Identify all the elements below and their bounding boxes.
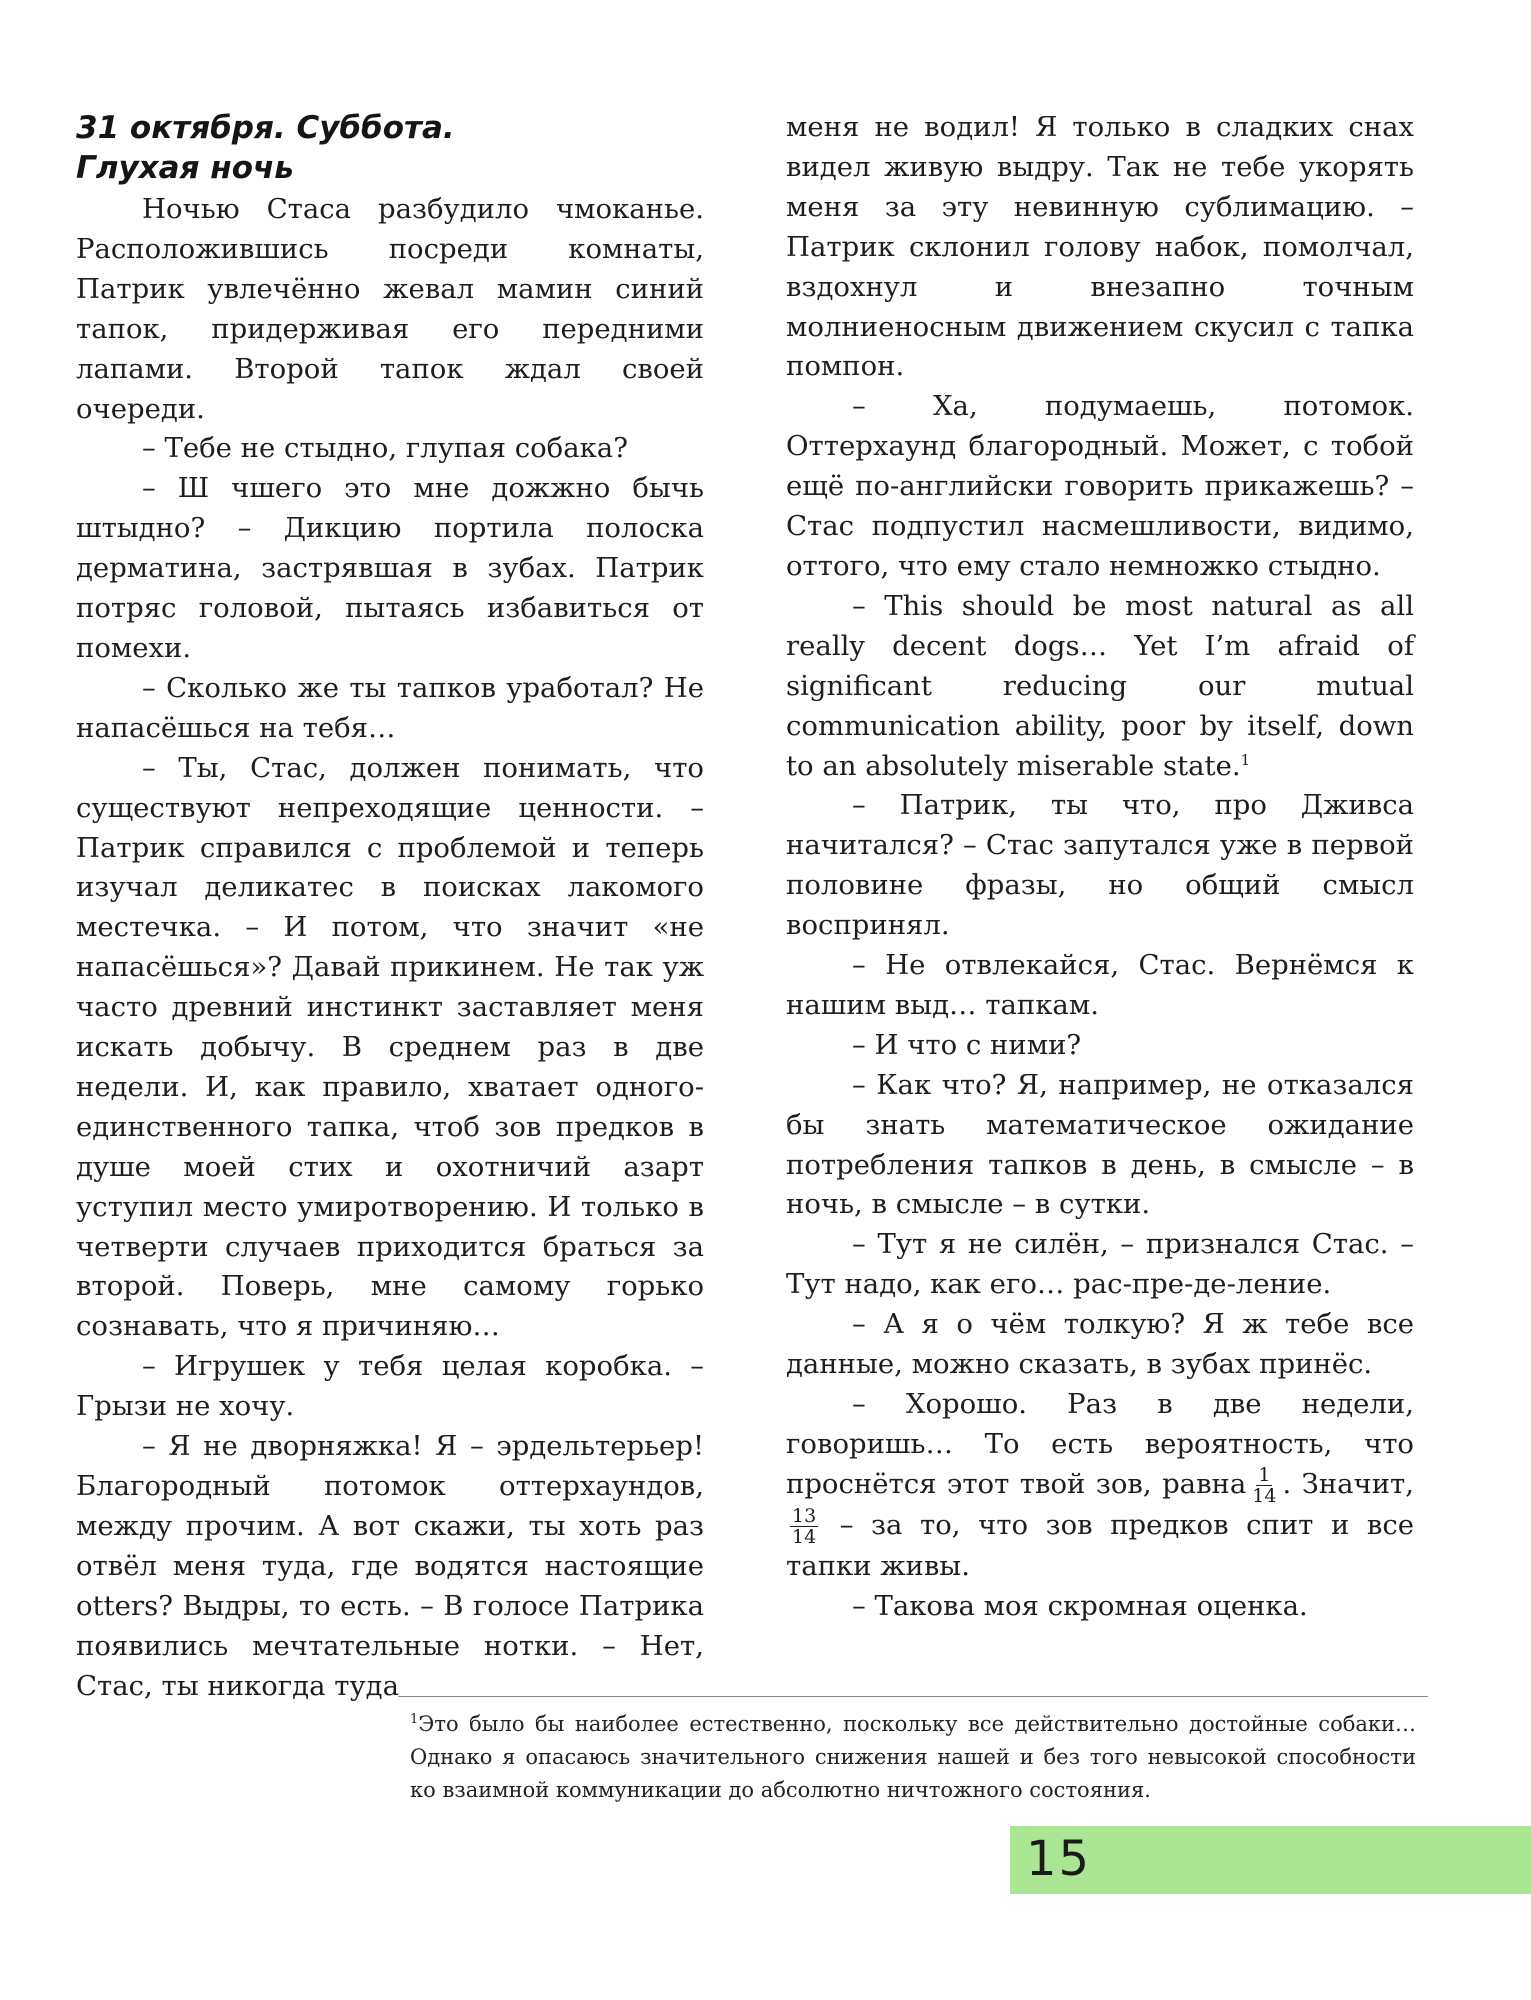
heading-subtitle: Глухая ночь: [76, 150, 294, 186]
footnote-reference: 1: [1240, 750, 1251, 769]
left-column: [76, 108, 704, 1706]
fraction-denominator: 14: [792, 1525, 817, 1548]
footnote-mark: 1: [410, 1712, 419, 1727]
page-number: 15: [1026, 1831, 1092, 1887]
footnote-text: Это было бы наиболее естественно, поскольку все действительно достойные собаки… Однако я опасаюсь значительного снижения нашей и без того невысокой способности ко взаимной коммуникации до абсолютно ничтожного состояния.: [410, 1712, 1416, 1802]
english-text: – This should be most natural as all really decent dogs… Yet I’m afraid of significant reducing our mutual communication ability, poor by itself, down to an absolutely miserable state.: [786, 589, 1414, 782]
fraction-numerator: 13: [792, 1504, 817, 1527]
paragraph: – И что с ними?: [852, 1028, 1082, 1061]
chapter-heading: [76, 108, 704, 188]
paragraph: – А я о чём толкую? Я ж тебе все данные, можно сказать, в зубах принёс.: [786, 1308, 1414, 1381]
paragraph: – Ты, Стас, должен понимать, что существуют непреходящие ценности. – Патрик справился с проблемой и теперь изучал деликатес в поисках лакомого местечка. – И потом, что значит «не напасёшься»? Давай прикинем. Не так уж часто древний инстинкт заставляет меня искать добычу. В среднем раз в две недели. И, как правило, хватает одного-единственного тапка, чтоб зов предков в душе моей стих и охотничий азарт уступил место умиротворению. И только в четверти случаев приходится браться за второй. Поверь, мне самому горько сознавать, что я причиняю…: [76, 751, 704, 1343]
paragraph: – Тут я не силён, – признался Стас. – Тут надо, как его… рас-пре-де-ление.: [786, 1228, 1414, 1301]
paragraph-english: [786, 587, 1414, 787]
paragraph: – Патрик, ты что, про Дживса начитался? – Стас запутался уже в первой половине фразы, но общий смысл воспринял.: [786, 789, 1414, 942]
right-column: [786, 108, 1414, 1627]
paragraph: Ночью Стаса разбудило чмоканье. Расположившись посреди комнаты, Патрик увлечённо жевал мамин синий тапок, придерживая его передними лапами. Второй тапок ждал своей очереди.: [76, 193, 704, 425]
paragraph: – Ха, подумаешь, потомок. Оттерхаунд благородный. Может, с тобой ещё по-английски говорить прикажешь? – Стас подпустил насмешливости, видимо, оттого, что ему стало немножко стыдно.: [786, 390, 1414, 582]
paragraph-probability: [786, 1385, 1414, 1587]
paragraph: – Ш чшего это мне дожжно бычь штыдно? – Дикцию портила полоска дерматина, застрявшая в зубах. Патрик потряс головой, пытаясь избавиться от помехи.: [76, 472, 704, 664]
paragraph: – Тебе не стыдно, глупая собака?: [142, 432, 628, 465]
fraction-denominator: 14: [1252, 1484, 1277, 1507]
paragraph: – Игрушек у тебя целая коробка. – Грызи не хочу.: [76, 1350, 704, 1423]
probability-text-middle: . Значит,: [1282, 1467, 1414, 1500]
paragraph: – Не отвлекайся, Стас. Вернёмся к нашим выд… тапкам.: [786, 949, 1414, 1021]
paragraph-continuation: меня не водил! Я только в сладких снах видел живую выдру. Так не тебе укорять меня за эту невинную сублимацию. – Патрик склонил голову набок, помолчал, вздохнул и внезапно точным молниеносным движением скусил с тапка помпон.: [786, 111, 1414, 383]
paragraph: – Сколько же ты тапков уработал? Не напасёшься на тебя…: [76, 671, 704, 744]
probability-text-start: – Хорошо. Раз в две недели, говоришь… То есть вероятность, что проснётся этот твой зов, равна: [786, 1388, 1414, 1500]
fraction-numerator: 1: [1258, 1463, 1271, 1486]
paragraph: – Такова моя скромная оценка.: [852, 1589, 1308, 1622]
fraction-one-fourteenth: [1250, 1465, 1278, 1506]
heading-date: 31 октября. Суббота.: [76, 110, 455, 146]
paragraph: – Как что? Я, например, не отказался бы знать математическое ожидание потребления тапков в день, в смысле – в ночь, в смысле – в сутки.: [786, 1068, 1414, 1221]
fraction-thirteen-fourteenths: [790, 1506, 818, 1547]
probability-text-end: – за то, что зов предков спит и все тапки живы.: [786, 1508, 1414, 1582]
footnote-divider: [398, 1696, 1428, 1697]
footnote: [410, 1708, 1416, 1807]
paragraph: – Я не дворняжка! Я – эрдельтерьер! Благородный потомок оттерхаундов, между прочим. А вот скажи, ты хоть раз отвёл меня туда, где водятся настоящие otters? Выдры, то есть. – В голосе Патрика появились мечтательные нотки. – Нет, Стас, ты никогда туда: [76, 1430, 704, 1702]
